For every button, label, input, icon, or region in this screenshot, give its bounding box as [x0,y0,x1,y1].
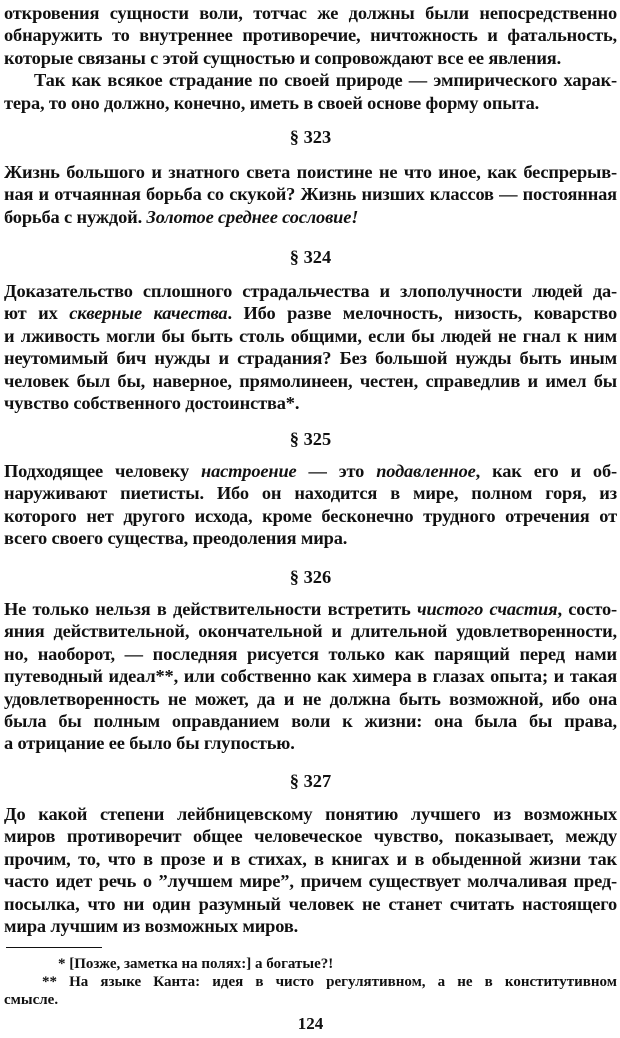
footnote-1: * [Позже, заметка на полях:] а богатые?! [58,956,334,972]
section-325-body [4,460,617,550]
text-line: борьба с нуждой. Золотое среднее сословие! [4,206,359,227]
text-line: и лживость могли бы быть столь общими, если бы людей не гнал к ним [4,325,617,346]
text-line: которые связаны с этой сущностью и сопровождают все ее явления. [4,47,562,68]
text-line: Не только нельзя в действительности встретить чистого счастия, состо- [4,599,617,619]
section-323-body [4,161,617,228]
text-line: удовлетворенность не может, да и не должна быть возможной, ибо она [4,688,617,709]
text-line: но, наоборот, — последняя рисуется только как парящий перед нами [4,643,617,664]
text-line: человек был бы, наверное, прямолинеен, честен, справедлив и имел бы [4,370,617,391]
section-324-body [4,280,617,414]
section-heading-323: § 323 [289,127,332,147]
text-line: чувство собственного достоинства*. [4,393,300,414]
text-line: всего своего существа, преодоления мира. [4,528,348,549]
footnote-2: ** На языке Канта: идея в чисто регулятивном, а не в конститутивном [42,974,617,990]
text-line: обнаружить то внутреннее противоречие, ничтожность и фатальность, [4,25,617,46]
section-326-body [4,598,617,755]
footnote-2-cont: смысле. [4,992,59,1008]
text-line: Подходящее человеку настроение — это подавленное, как его и об- [4,461,617,481]
text-line: прочим, то, что в прозе и в стихах, в книгах и в обыденной жизни так [4,848,617,869]
text-line: мира лучшим из возможных миров. [4,916,299,937]
text-line: откровения сущности воли, тотчас же должны были непосредственно [4,3,617,23]
section-heading-324: § 324 [289,247,332,267]
section-heading-327: § 327 [289,771,332,791]
text-line: ют их скверные качества. Ибо разве мелочность, низость, коварство [4,303,617,324]
footnotes [4,955,617,1009]
text-line: Доказательство сплошного страдальчества и злополучности людей да- [4,281,617,301]
book-page [4,0,617,1038]
page-number: 124 [297,1014,324,1033]
footnote-divider [6,947,102,948]
intro-paragraph [4,2,617,114]
section-heading-326: § 326 [289,567,332,587]
text-line: тера, то оно должно, конечно, иметь в своей основе форму опыта. [4,92,540,113]
text-line: До какой степени лейбницевскому понятию лучшего из возможных [4,804,617,824]
section-327-body [4,803,617,937]
text-line: ная и отчаянная борьба со скукой? Жизнь низших классов — постоянная [4,184,617,205]
text-line: Жизнь большого и знатного света поистине не что иное, как беспрерыв- [4,162,617,182]
text-line: миров противоречит общее человеческое чувство, показывает, между [4,826,617,847]
text-line: которого нет другого исхода, кроме бесконечно трудного отречения от [4,505,617,526]
text-line: часто идет речь о ”лучшем мире”, причем существует молчаливая пред- [4,871,617,892]
text-line: а отрицание ее было бы глупостью. [4,733,295,754]
text-line: путеводный идеал**, или собственно как химера в глазах опыта; и такая [4,666,617,687]
text-line: яния действительной, окончательной и длительной удовлетворенности, [4,621,617,642]
text-line: неутомимый бич нужды и страдания? Без большой нужды быть иным [4,348,617,369]
section-heading-325: § 325 [289,429,332,449]
text-line: наруживают пиетисты. Ибо он находится в мире, полном горя, из [4,483,617,504]
text-line: посылка, что ни один разумный человек не станет считать настоящего [4,893,617,914]
text-line: была бы полным оправданием воли к жизни: она была бы права, [4,711,617,732]
text-line: Так как всякое страдание по своей природе — эмпирического харак- [34,70,617,91]
